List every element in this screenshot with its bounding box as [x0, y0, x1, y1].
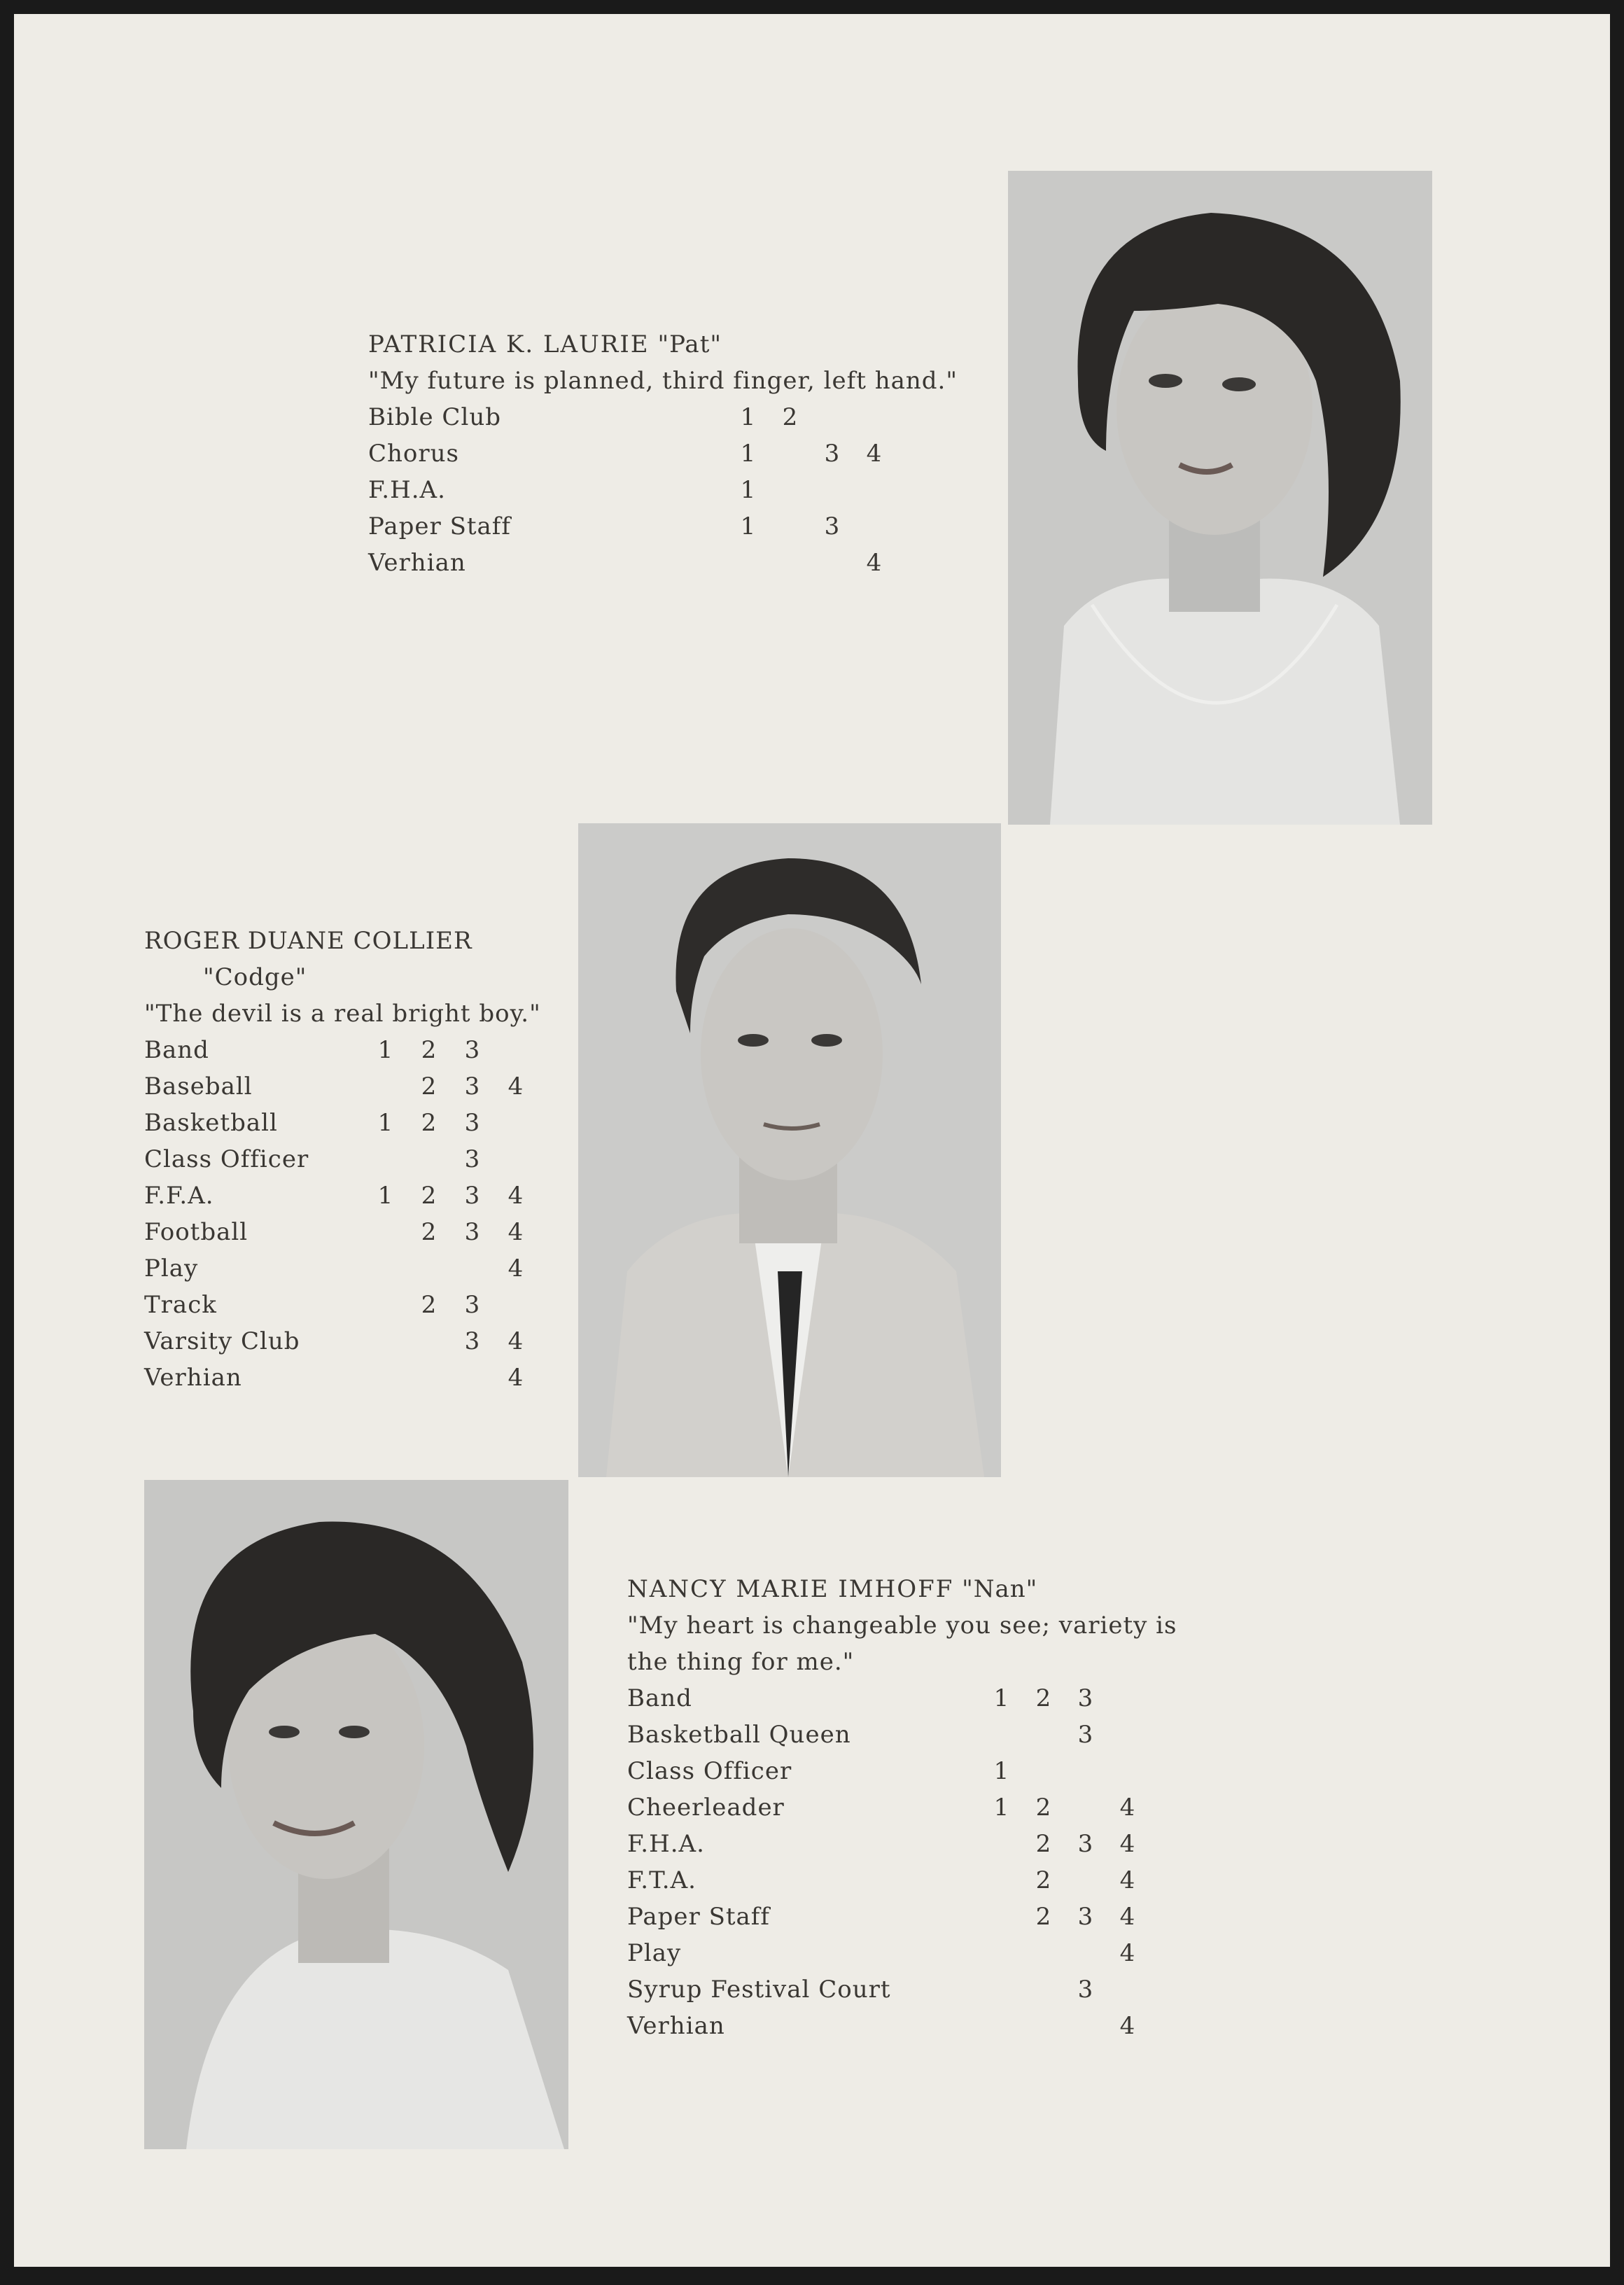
activity-year: 2 [1035, 1866, 1052, 1894]
activity-label: F.T.A. [627, 1866, 696, 1894]
activity-year: 4 [1119, 1903, 1136, 1931]
activity-row [144, 1068, 541, 1105]
student-name: NANCY MARIE IMHOFF [627, 1575, 954, 1603]
activity-year: 1 [740, 512, 757, 540]
activity-row [144, 1105, 541, 1141]
student-block-patricia [368, 326, 958, 581]
activity-label: Basketball [144, 1109, 278, 1137]
student-nickname: "Codge" [203, 963, 307, 991]
activity-row [144, 1141, 541, 1178]
activity-year: 3 [464, 1109, 481, 1137]
activity-year: 3 [1077, 1903, 1094, 1931]
activity-year: 1 [740, 476, 757, 504]
activity-year: 1 [993, 1794, 1010, 1822]
activity-row [144, 1214, 541, 1250]
activity-year: 3 [464, 1327, 481, 1355]
student-name: PATRICIA K. LAURIE [368, 330, 650, 358]
activity-year: 4 [1119, 2012, 1136, 2040]
activity-year: 2 [1035, 1684, 1052, 1712]
activity-year: 3 [1077, 1684, 1094, 1712]
activity-label: Class Officer [144, 1145, 309, 1173]
activity-label: Cheerleader [627, 1794, 785, 1822]
student-quote-line-2: the thing for me." [627, 1648, 855, 1676]
activity-label: F.F.A. [144, 1182, 214, 1210]
student-nickname: "Pat" [657, 330, 722, 358]
student-name-line [368, 326, 958, 363]
activity-row [627, 1862, 1177, 1899]
portrait-photo-nancy [144, 1480, 568, 2149]
activity-row [368, 399, 958, 435]
activity-label: F.H.A. [368, 476, 446, 504]
activity-year: 4 [866, 440, 883, 468]
activity-label: Bible Club [368, 403, 501, 431]
activity-year: 2 [1035, 1830, 1052, 1858]
activity-list [144, 1032, 541, 1396]
activity-row [368, 472, 958, 508]
activity-label: Basketball Queen [627, 1721, 851, 1749]
student-quote: "The devil is a real bright boy." [144, 1000, 541, 1028]
yearbook-page [14, 14, 1610, 2267]
student-block-nancy [627, 1571, 1177, 2044]
activity-label: Band [627, 1684, 692, 1712]
activity-row [627, 1899, 1177, 1935]
activity-year: 1 [377, 1109, 394, 1137]
activity-row [368, 435, 958, 472]
student-quote: "My future is planned, third finger, left hand." [368, 367, 958, 395]
activity-year: 1 [740, 440, 757, 468]
activity-year: 3 [464, 1182, 481, 1210]
activity-year: 4 [1119, 1939, 1136, 1967]
activity-year: 2 [421, 1291, 438, 1319]
activity-year: 4 [1119, 1866, 1136, 1894]
activity-label: Verhian [368, 549, 466, 577]
activity-year: 3 [1077, 1830, 1094, 1858]
activity-year: 3 [1077, 1976, 1094, 2004]
activity-label: Football [144, 1218, 248, 1246]
activity-year: 3 [464, 1036, 481, 1064]
activity-row [627, 1680, 1177, 1717]
activity-year: 3 [464, 1072, 481, 1100]
activity-year: 1 [993, 1684, 1010, 1712]
activity-row [144, 1287, 541, 1323]
activity-label: Play [627, 1939, 682, 1967]
activity-year: 3 [1077, 1721, 1094, 1749]
student-name: ROGER DUANE COLLIER [144, 927, 472, 955]
activity-year: 2 [421, 1218, 438, 1246]
activity-year: 4 [507, 1072, 524, 1100]
activity-year: 2 [421, 1182, 438, 1210]
activity-year: 3 [464, 1145, 481, 1173]
student-block-roger [144, 923, 541, 1396]
activity-row [627, 1789, 1177, 1826]
activity-year: 2 [421, 1072, 438, 1100]
activity-year: 4 [507, 1255, 524, 1283]
activity-year: 1 [377, 1036, 394, 1064]
activity-label: Play [144, 1255, 199, 1283]
activity-row [627, 1753, 1177, 1789]
activity-label: F.H.A. [627, 1830, 705, 1858]
activity-row [368, 508, 958, 545]
student-name-line [627, 1571, 1177, 1607]
activity-row [627, 2008, 1177, 2044]
activity-year: 3 [824, 512, 841, 540]
activity-year: 3 [464, 1218, 481, 1246]
activity-row [368, 545, 958, 581]
activity-year: 2 [421, 1109, 438, 1137]
activity-label: Verhian [144, 1364, 242, 1392]
activity-row [144, 1323, 541, 1360]
activity-year: 4 [507, 1218, 524, 1246]
portrait-photo-roger [578, 823, 1001, 1477]
activity-year: 4 [1119, 1830, 1136, 1858]
activity-year: 1 [377, 1182, 394, 1210]
activity-label: Paper Staff [368, 512, 511, 540]
activity-year: 4 [1119, 1794, 1136, 1822]
activity-row [627, 1717, 1177, 1753]
activity-year: 2 [1035, 1903, 1052, 1931]
activity-year: 4 [507, 1327, 524, 1355]
activity-row [144, 1250, 541, 1287]
student-nickname: "Nan" [962, 1575, 1038, 1603]
activity-label: Baseball [144, 1072, 253, 1100]
activity-year: 3 [824, 440, 841, 468]
activity-label: Chorus [368, 440, 459, 468]
activity-row [144, 1360, 541, 1396]
activity-row [627, 1971, 1177, 2008]
activity-row [627, 1935, 1177, 1971]
activity-label: Track [144, 1291, 217, 1319]
student-quote-line-1: "My heart is changeable you see; variety is [627, 1612, 1177, 1640]
activity-year: 1 [993, 1757, 1010, 1785]
activity-list [627, 1680, 1177, 2044]
activity-year: 4 [507, 1182, 524, 1210]
activity-label: Class Officer [627, 1757, 792, 1785]
activity-list [368, 399, 958, 581]
activity-year: 1 [740, 403, 757, 431]
activity-year: 4 [507, 1364, 524, 1392]
portrait-photo-patricia [1008, 171, 1432, 825]
activity-row [144, 1178, 541, 1214]
activity-label: Syrup Festival Court [627, 1976, 891, 2004]
activity-year: 2 [1035, 1794, 1052, 1822]
activity-year: 2 [782, 403, 799, 431]
activity-label: Paper Staff [627, 1903, 770, 1931]
activity-year: 3 [464, 1291, 481, 1319]
activity-label: Band [144, 1036, 209, 1064]
activity-row [627, 1826, 1177, 1862]
activity-label: Varsity Club [144, 1327, 300, 1355]
activity-label: Verhian [627, 2012, 725, 2040]
activity-year: 4 [866, 549, 883, 577]
activity-row [144, 1032, 541, 1068]
activity-year: 2 [421, 1036, 438, 1064]
